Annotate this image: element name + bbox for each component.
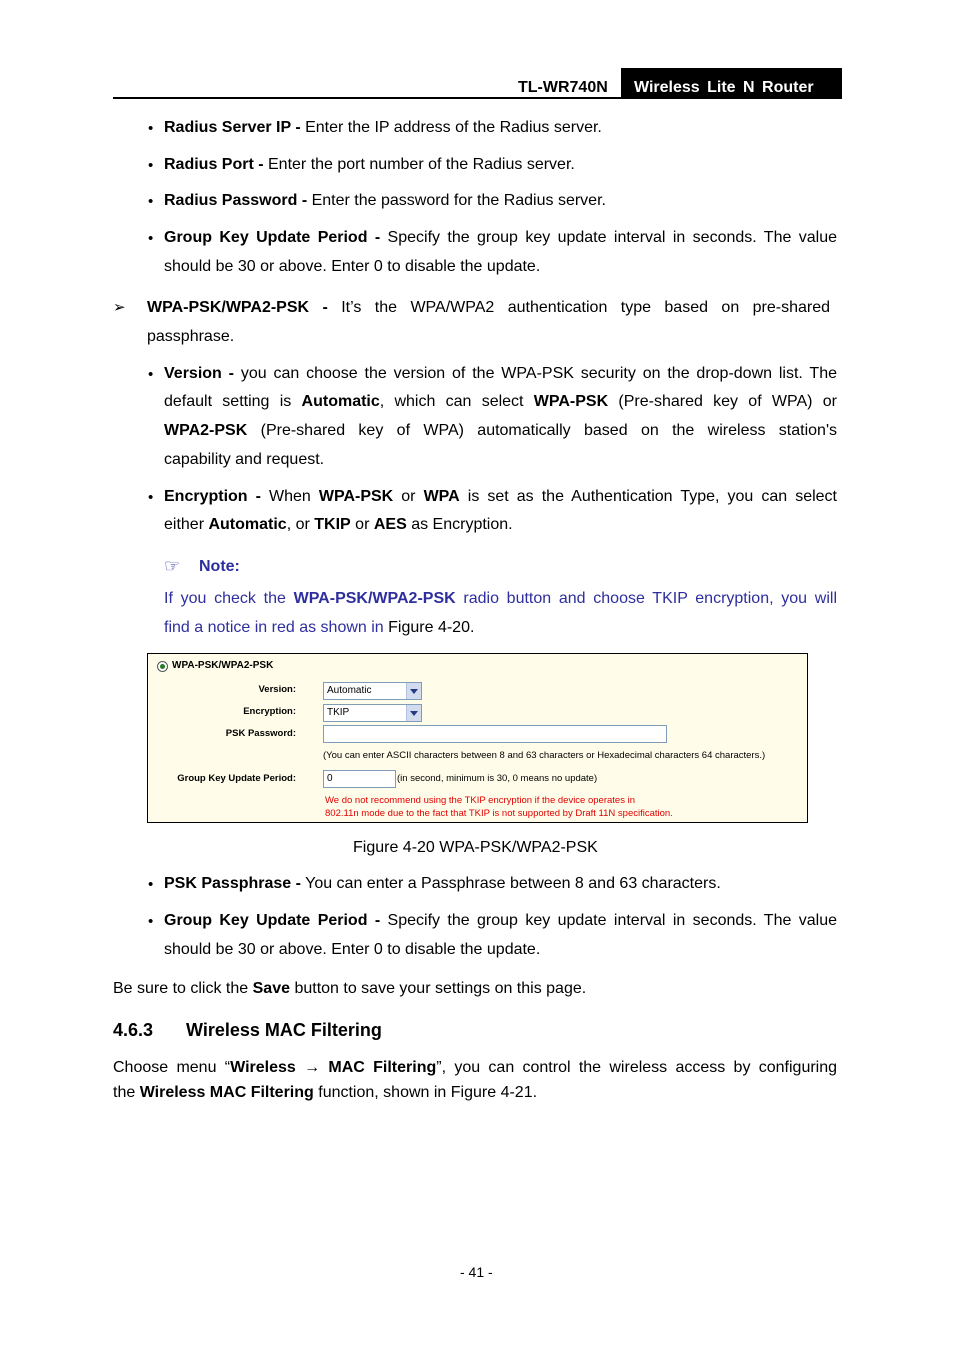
encryption-line-2: either Automatic, or TKIP or AES as Encryption. (164, 516, 513, 533)
wpa-psk-cont: passphrase. (147, 328, 235, 345)
wpa-psk-radio-label: WPA-PSK/WPA2-PSK (172, 660, 274, 671)
psk-password-input[interactable] (323, 725, 667, 743)
bullet-dot: • (148, 913, 154, 930)
bullet-dot: • (148, 157, 154, 174)
wpa-psk-heading: WPA-PSK/WPA2-PSK - It’s the WPA/WPA2 authentication type based on pre-shared (147, 299, 830, 316)
mac-paragraph-line-1: Choose menu “Wireless → MAC Filtering”, you can control the wireless access by configuring (113, 1059, 838, 1076)
pointing-hand-icon: ☞ (164, 556, 181, 576)
wpa-psk-radio[interactable] (157, 661, 168, 672)
note-label: Note: (199, 558, 240, 575)
psk-password-label: PSK Password: (225, 728, 296, 739)
bullet-group-key: Group Key Update Period - Specify the group key update interval in seconds. The value (164, 229, 837, 246)
bullet-psk-passphrase: PSK Passphrase - You can enter a Passphrase between 8 and 63 characters. (164, 875, 721, 892)
arrow-bullet-icon: ➢ (113, 299, 126, 316)
tkip-warning-line-2: 802.11n mode due to the fact that TKIP is not supported by Draft 11N specification. (325, 808, 673, 819)
bullet-dot: • (148, 489, 154, 506)
section-title: Wireless MAC Filtering (186, 1020, 382, 1040)
psk-password-hint: (You can enter ASCII characters between 8 and 63 characters or Hexadecimal characters 64 characters.) (323, 750, 766, 761)
bullet-radius-ip: Radius Server IP - Enter the IP address of the Radius server. (164, 119, 602, 136)
encryption-line-1: Encryption - When WPA-PSK or WPA is set as the Authentication Type, you can select (164, 488, 837, 505)
version-line-2: default setting is Automatic, which can select WPA-PSK (Pre-shared key of WPA) or (164, 393, 837, 410)
group-key-update-label: Group Key Update Period: (177, 773, 296, 784)
bullet-dot: • (148, 366, 154, 383)
bullet-dot: • (148, 120, 154, 137)
group-key-update-input[interactable]: 0 (323, 770, 396, 788)
chevron-down-icon (406, 683, 421, 699)
chevron-down-icon (406, 705, 421, 721)
note-line-2: find a notice in red as shown in Figure 4-20. (164, 619, 475, 636)
header-rule (113, 97, 842, 99)
mac-paragraph-line-2: the Wireless MAC Filtering function, shown in Figure 4-21. (113, 1084, 538, 1101)
header-product-box (621, 68, 842, 99)
figure-wpa-psk-settings (147, 653, 808, 823)
version-label: Version: (258, 684, 296, 695)
tkip-warning-line-1: We do not recommend using the TKIP encryption if the device operates in (325, 795, 635, 806)
page-number: - 41 - (460, 1264, 493, 1280)
header-model: TL-WR740N (518, 79, 608, 96)
bullet-group-key-2: Group Key Update Period - Specify the group key update interval in seconds. The value (164, 912, 837, 929)
encryption-label: Encryption: (243, 706, 296, 717)
section-number: 4.6.3 (113, 1020, 154, 1040)
figure-caption: Figure 4-20 WPA-PSK/WPA2-PSK (353, 839, 598, 856)
bullet-dot: • (148, 193, 154, 210)
group-key-update-hint: (in second, minimum is 30, 0 means no update) (397, 773, 598, 784)
version-line-3: WPA2-PSK (Pre-shared key of WPA) automatically based on the wireless station's (164, 422, 837, 439)
encryption-select[interactable]: TKIP (323, 704, 422, 722)
save-paragraph: Be sure to click the Save button to save your settings on this page. (113, 980, 587, 997)
bullet-group-key-2-cont: should be 30 or above. Enter 0 to disable the update. (164, 941, 541, 958)
note-line-1: If you check the WPA-PSK/WPA2-PSK radio button and choose TKIP encryption, you will (164, 590, 837, 607)
bullet-dot: • (148, 876, 154, 893)
bullet-group-key-cont: should be 30 or above. Enter 0 to disable the update. (164, 258, 541, 275)
bullet-radius-port: Radius Port - Enter the port number of the Radius server. (164, 156, 575, 173)
version-select[interactable]: Automatic (323, 682, 422, 700)
version-line-4: capability and request. (164, 451, 325, 468)
bullet-dot: • (148, 230, 154, 247)
right-arrow-icon: → (295, 1059, 329, 1076)
version-line-1: Version - you can choose the version of the WPA-PSK security on the drop-down list. The (164, 365, 838, 382)
bullet-radius-password: Radius Password - Enter the password for the Radius server. (164, 192, 606, 209)
header-product: Wireless Lite N Router (634, 79, 814, 96)
